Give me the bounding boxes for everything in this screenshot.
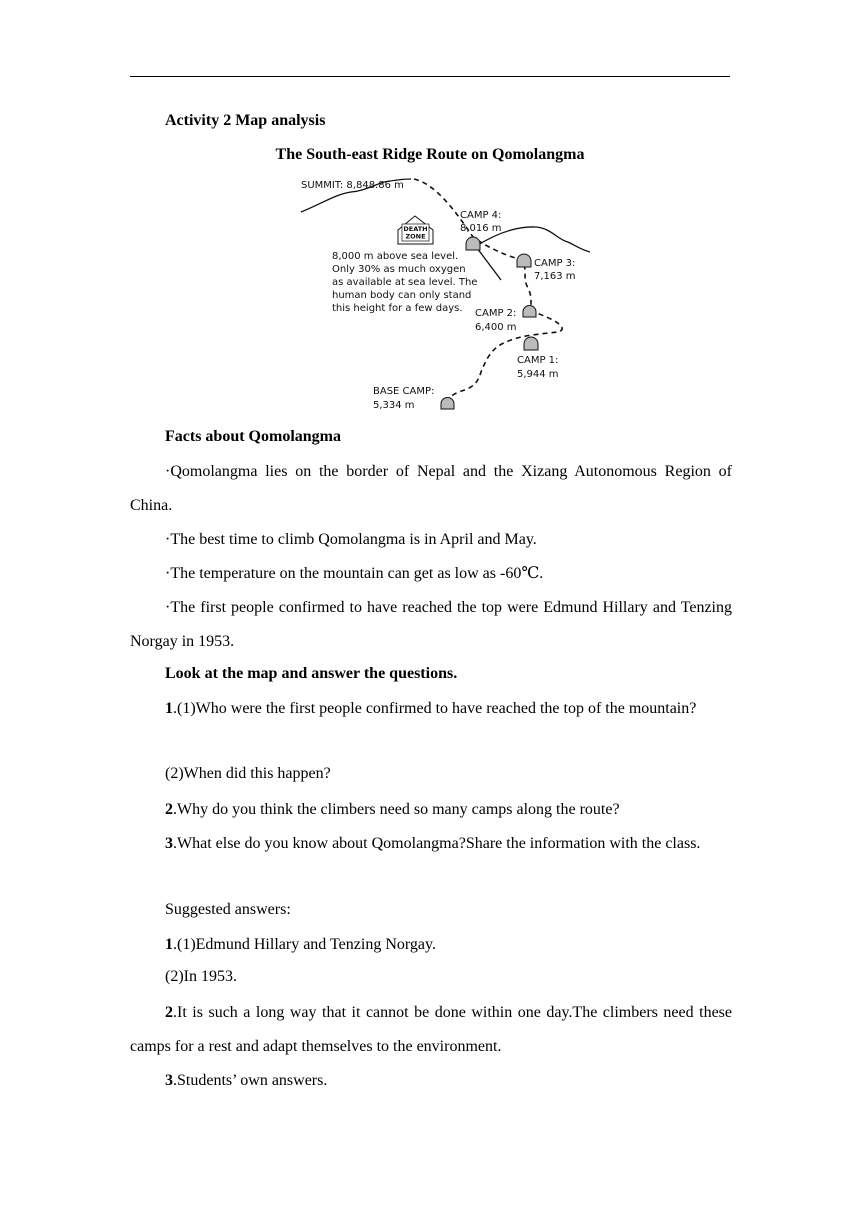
camp1-name: CAMP 1: [517, 355, 559, 366]
camp2-tent-icon [523, 306, 536, 318]
base-camp-altitude: 5,334 m [373, 400, 415, 411]
camp4-altitude: 8,016 m [460, 223, 502, 234]
camp2-name: CAMP 2: [475, 308, 517, 319]
death-zone-label-2: ZONE [405, 232, 426, 241]
camp3-tent-icon [517, 254, 531, 267]
answer-number: 2 [165, 1004, 173, 1021]
answer-1b: (2)In 1953. [165, 968, 237, 985]
question-number: 2 [165, 801, 173, 818]
answer-number: 3 [165, 1072, 173, 1089]
fact-item: ·The temperature on the mountain can get as low as -60℃. [165, 565, 544, 582]
answer-text: .Students’ own answers. [173, 1072, 328, 1089]
question-text: .Why do you think the climbers need so many camps along the route? [173, 801, 620, 818]
question-text: .What else do you know about Qomolangma?Share the information with the class. [173, 835, 701, 852]
note-line: human body can only stand [332, 290, 472, 301]
map-title: The South-east Ridge Route on Qomolangma [275, 146, 585, 163]
facts-heading: Facts about Qomolangma [165, 428, 341, 445]
question-1b: (2)When did this happen? [165, 765, 331, 782]
answer-2 [130, 996, 732, 1064]
note-line: Only 30% as much oxygen [332, 264, 466, 275]
summit-label: SUMMIT: 8,848.86 m [301, 180, 404, 191]
answer-3 [130, 1064, 732, 1098]
camp2-altitude: 6,400 m [475, 322, 517, 333]
route-map [296, 172, 596, 417]
note-line: as available at sea level. The [332, 277, 478, 288]
activity-heading: Activity 2 Map analysis [165, 112, 326, 129]
questions-heading: Look at the map and answer the questions. [165, 665, 458, 682]
answers-heading: Suggested answers: [165, 901, 291, 918]
question-number: 1 [165, 700, 173, 717]
question-2 [130, 793, 732, 827]
answer-number: 1 [165, 936, 173, 953]
fact-item: ·The first people confirmed to have reached the top were Edmund Hillary and Tenzing Norgay in 1953. [130, 599, 732, 650]
header-rule [130, 76, 730, 77]
death-zone-sign [398, 216, 433, 244]
answer-1 [130, 928, 732, 962]
question-3 [130, 827, 732, 861]
base-camp-tent-icon [441, 398, 454, 410]
fact-item: ·The best time to climb Qomolangma is in April and May. [165, 531, 537, 548]
camp3-altitude: 7,163 m [534, 271, 576, 282]
answer-text: .It is such a long way that it cannot be done within one day.The climbers need these camps for a rest and adapt themselves to the environment. [130, 1004, 732, 1055]
note-line: 8,000 m above sea level. [332, 251, 459, 262]
camp1-altitude: 5,944 m [517, 369, 559, 380]
fact-item: ·Qomolangma lies on the border of Nepal and the Xizang Autonomous Region of China. [130, 463, 732, 514]
question-number: 3 [165, 835, 173, 852]
camp4-tent-icon [466, 237, 480, 250]
camp1-tent-icon [524, 337, 538, 350]
death-zone-note [332, 251, 477, 314]
camp4-name: CAMP 4: [460, 210, 502, 221]
answer-text: .(1)Edmund Hillary and Tenzing Norgay. [173, 936, 436, 953]
question-1 [130, 692, 732, 726]
note-line: this height for a few days. [332, 303, 463, 314]
question-text: .(1)Who were the first people confirmed to have reached the top of the mountain? [173, 700, 697, 717]
base-camp-name: BASE CAMP: [373, 386, 435, 397]
death-zone-label-1: DEATH [403, 225, 428, 233]
camp3-name: CAMP 3: [534, 258, 576, 269]
